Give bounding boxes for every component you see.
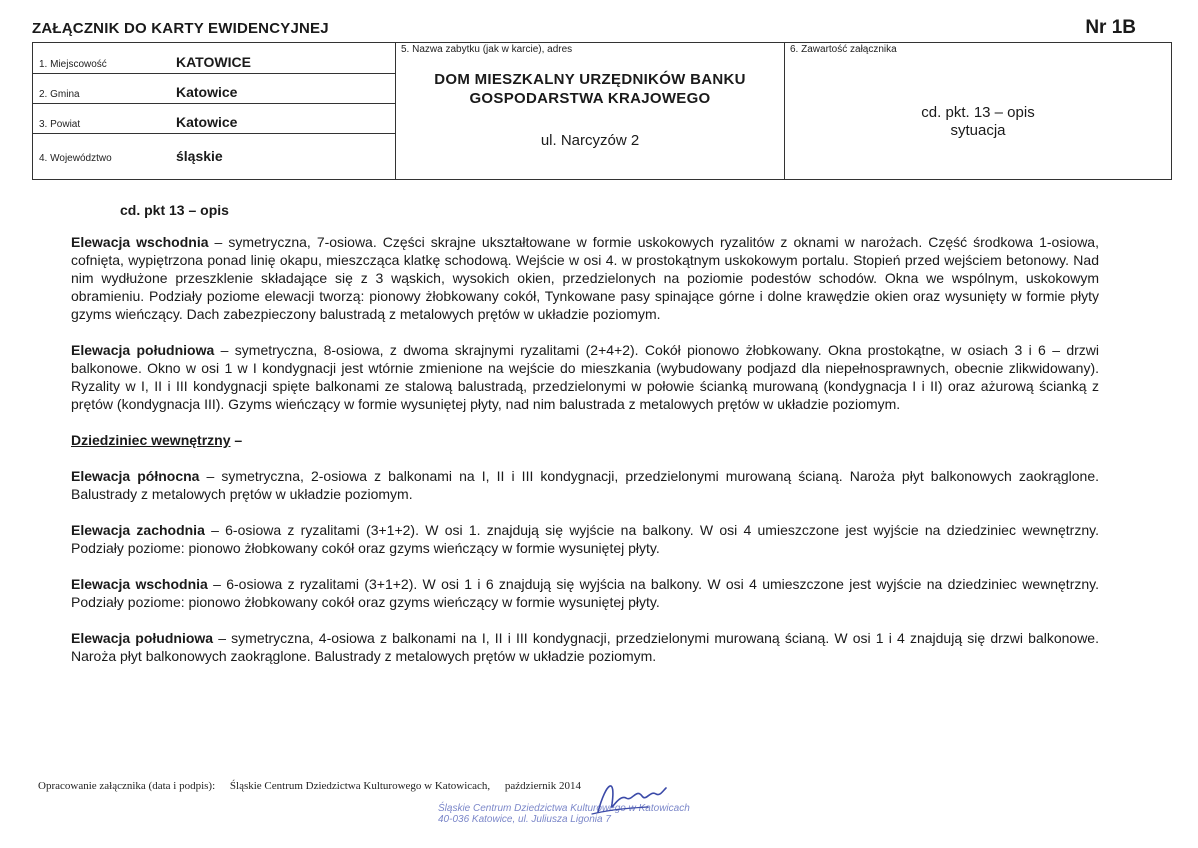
commune-value: Katowice bbox=[176, 84, 238, 100]
contents-text bbox=[785, 104, 1171, 140]
stamp-line2: 40-036 Katowice, ul. Juliusza Ligonia 7 bbox=[438, 814, 611, 825]
voivodeship-label: 4. Województwo bbox=[39, 153, 112, 164]
courtyard-east-text: – 6-osiowa z ryzalitami (3+1+2). W osi 1 i 6 znajdują się wyjścia na balkony. W osi 4 umieszczone jest wyjście na dziedziniec wewnętrzny. Podziały poziome: pionowo żłobkowany cokół oraz gzyms wieńczący w formie wysuniętej płyty. bbox=[71, 576, 1099, 610]
monument-name bbox=[396, 70, 784, 108]
info-table bbox=[32, 42, 1172, 180]
paragraph-courtyard bbox=[71, 431, 1099, 449]
paragraph-courtyard-south bbox=[71, 629, 1099, 665]
monument-column bbox=[396, 43, 785, 179]
footer-institution: Śląskie Centrum Dziedzictwa Kulturowego w Katowicach, bbox=[229, 780, 491, 792]
paragraph-courtyard-west bbox=[71, 521, 1099, 557]
commune-label: 2. Gmina bbox=[39, 89, 80, 100]
monument-address: ul. Narcyzów 2 bbox=[540, 132, 640, 149]
paragraph-courtyard-north bbox=[71, 467, 1099, 503]
contents-column bbox=[785, 43, 1171, 179]
signature bbox=[588, 774, 668, 820]
contents-line2: sytuacja bbox=[950, 122, 1006, 139]
section-subheading: cd. pkt 13 – opis bbox=[120, 202, 229, 218]
paragraph-south-elevation bbox=[71, 341, 1099, 413]
row-commune bbox=[33, 74, 395, 104]
courtyard-title: Dziedziniec wewnętrzny bbox=[71, 432, 231, 448]
footer-label: Opracowanie załącznika (data i podpis): bbox=[38, 780, 216, 792]
paragraph-east-elevation bbox=[71, 233, 1099, 323]
courtyard-south-text: – symetryczna, 4-osiowa z balkonami na I, II i III kondygnacji, przedzielonymi murowaną ścianą. W osi 1 i 4 znajdują się drzwi balkonowe. Naroża płyt balkonowych zaokrąglone. Balustrady z metalowych prętów w układzie poziomym. bbox=[71, 630, 1099, 664]
county-value: Katowice bbox=[176, 114, 238, 130]
courtyard-west-title: Elewacja zachodnia bbox=[71, 522, 205, 538]
courtyard-west-text: – 6-osiowa z ryzalitami (3+1+2). W osi 1. znajdują się wyjście na balkony. W osi 4 umieszczone jest wyjście na dziedziniec wewnętrzny. Podziały poziome: pionowo żłobkowany cokół oraz gzyms wieńczący w formie wysuniętej płyty. bbox=[71, 522, 1099, 556]
courtyard-north-text: – symetryczna, 2-osiowa z balkonami na I, II i III kondygnacji, przedzielonymi murowaną ścianą. Naroża płyt balkonowych zaokrąglone. Balustrady z metalowych prętów w układzie poziomym. bbox=[71, 468, 1099, 502]
stamp-line1: Śląskie Centrum Dziedzictwa Kulturowego w Katowicach bbox=[438, 803, 690, 814]
attachment-title: ZAŁĄCZNIK DO KARTY EWIDENCYJNEJ bbox=[32, 20, 329, 37]
courtyard-south-title: Elewacja południowa bbox=[71, 630, 214, 646]
courtyard-north-title: Elewacja północna bbox=[71, 468, 200, 484]
locality-label: 1. Miejscowość bbox=[39, 59, 107, 70]
county-label: 3. Powiat bbox=[39, 119, 81, 130]
footer bbox=[38, 780, 593, 792]
footer-date: październik 2014 bbox=[504, 780, 581, 792]
east-elevation-title: Elewacja wschodnia bbox=[71, 234, 209, 250]
courtyard-east-title: Elewacja wschodnia bbox=[71, 576, 208, 592]
description-body bbox=[71, 233, 1099, 683]
south-elevation-text: – symetryczna, 8-osiowa, z dwoma skrajnymi ryzalitami (2+4+2). Cokół pionowo żłobkowany. Okna prostokątne, w osiach 3 i 6 – drzwi balkonowe. Okno w osi 1 w I kondygnacji jest wtórnie zmienione na wejście do mieszkania (wybudowany podjazd dla niepełnosprawnych, obecnie zlikwidowany). Ryzality w I, II i III kondygnacji spięte balkonami ze stalową balustradą, przedzielonymi w połowie ścianką murowaną (kondygnacja I i II) oraz ażurową ścianką z prętów (kondygnacja III). Gzyms wieńczący w formie wysuniętej płyty, nad nim balustrada z metalowych prętów w układzie poziomym. bbox=[71, 342, 1100, 412]
south-elevation-title: Elewacja południowa bbox=[71, 342, 215, 358]
paragraph-courtyard-east bbox=[71, 575, 1099, 611]
row-locality bbox=[33, 43, 395, 74]
row-county bbox=[33, 104, 395, 134]
contents-label: 6. Zawartość załącznika bbox=[790, 44, 897, 55]
east-elevation-text: – symetryczna, 7-osiowa. Części skrajne ukształtowane w formie uskokowych ryzalitów z oknami w narożach. Część środkowa 1-osiowa, cofnięta, wypiętrzona ponad linię okapu, mieszcząca klatkę schodową. Wejście w osi 4. w prostokątnym uskokowym portalu. Stopień przed wejściem betonowy. Nad nim wydłużone przeszklenie składające się z 3 wąskich, wysokich okien, przedzielonych na poziomie podestów schodów. Okna we wspólnym, uskokowym obramieniu. Podziały poziome elewacji tworzą: pionowy żłobkowany cokół, Tynkowane pasy spinające górne i dolne krawędzie okien oraz wysunięty w formie płyty gzyms wieńczący. Dach zabezpieczony balustradą z metalowych prętów w układzie poziomym. bbox=[71, 234, 1099, 322]
monument-name-line2: GOSPODARSTWA KRAJOWEGO bbox=[469, 90, 711, 107]
monument-label: 5. Nazwa zabytku (jak w karcie), adres bbox=[401, 44, 573, 55]
row-voivodeship bbox=[33, 134, 395, 167]
contents-line1: cd. pkt. 13 – opis bbox=[921, 104, 1035, 121]
locality-value: KATOWICE bbox=[176, 54, 251, 70]
voivodeship-value: śląskie bbox=[176, 148, 223, 164]
monument-name-line1: DOM MIESZKALNY URZĘDNIKÓW BANKU bbox=[434, 71, 746, 88]
attachment-number: Nr 1B bbox=[1085, 17, 1136, 38]
location-column bbox=[33, 43, 396, 179]
courtyard-suffix: – bbox=[230, 432, 243, 448]
